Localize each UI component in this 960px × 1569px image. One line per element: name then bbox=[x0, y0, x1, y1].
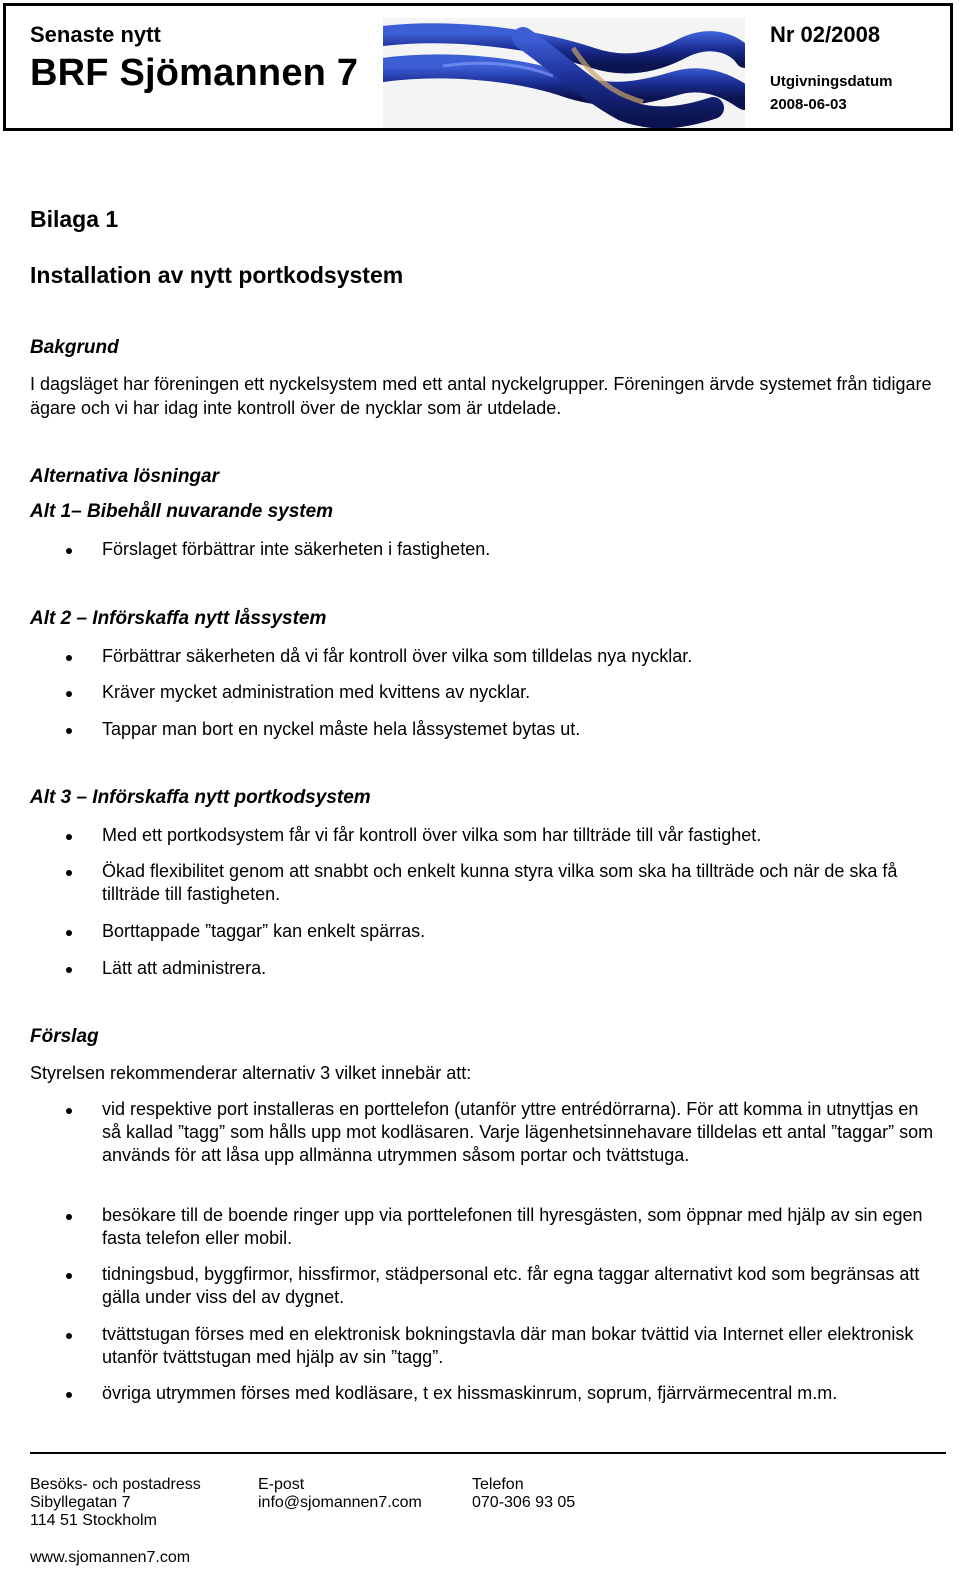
footer-email-label: E-post bbox=[258, 1476, 305, 1493]
proposal-item: övriga utrymmen förses med kodläsare, t ex hissmaskinrum, soprum, fjärrvärmecentral m.m. bbox=[102, 1383, 838, 1403]
alt2-item: Kräver mycket administration med kvittens av nycklar. bbox=[102, 682, 531, 702]
alt3-item: Borttappade ”taggar” kan enkelt spärras. bbox=[102, 921, 426, 941]
issue-date: 2008-06-03 bbox=[770, 96, 847, 113]
alt3-heading: Alt 3 – Införskaffa nytt portkodsystem bbox=[30, 787, 371, 808]
alt1-heading: Alt 1– Bibehåll nuvarande system bbox=[30, 501, 334, 522]
bullet-dot bbox=[66, 930, 72, 936]
newsletter-title: BRF Sjömannen 7 bbox=[30, 52, 359, 94]
alternatives-heading: Alternativa lösningar bbox=[30, 466, 219, 487]
footer-phone-label: Telefon bbox=[472, 1476, 524, 1493]
bullet-dot bbox=[66, 728, 72, 734]
proposal-item: vid respektive port installeras en porttelefon (utanför yttre entrédörrarna). För att komma in utnyttjas en så kallad ”tagg” som hålls upp mot kodläsaren. Varje lägenhetsinnehavare tilldelas ett antal ”taggar” som används för att låsa upp allmänna utrymmen såsom portar och tvättstuga. bbox=[102, 1099, 934, 1165]
document-heading: Installation av nytt portkodsystem bbox=[30, 262, 404, 288]
footer-email-link[interactable]: info@sjomannen7.com bbox=[258, 1494, 422, 1511]
bullet-dot bbox=[66, 1333, 72, 1339]
footer-address-line2: 114 51 Stockholm bbox=[30, 1512, 157, 1529]
rope-knot-image bbox=[383, 18, 745, 128]
proposal-item: besökare till de boende ringer upp via porttelefonen till hyresgästen, som öppnar med hjälp av sin egen fasta telefon eller mobil. bbox=[102, 1205, 923, 1248]
issue-number: Nr 02/2008 bbox=[770, 22, 881, 47]
issue-date-label: Utgivningsdatum bbox=[770, 73, 893, 90]
background-heading: Bakgrund bbox=[30, 337, 119, 358]
alt3-item: Med ett portkodsystem får vi får kontroll över vilka som har tillträde till vår fastighet. bbox=[102, 825, 762, 845]
bullet-dot bbox=[66, 834, 72, 840]
appendix-heading: Bilaga 1 bbox=[30, 206, 119, 232]
bullet-dot bbox=[66, 655, 72, 661]
bullet-dot bbox=[66, 548, 72, 554]
bullet-dot bbox=[66, 870, 72, 876]
footer-phone: 070-306 93 05 bbox=[472, 1494, 576, 1511]
alt3-item: Ökad flexibilitet genom att snabbt och enkelt kunna styra vilka som ska ha tillträde och när de ska få tillträde till fastigheten. bbox=[102, 861, 898, 904]
alt2-heading: Alt 2 – Införskaffa nytt låssystem bbox=[30, 608, 327, 629]
bullet-dot bbox=[66, 1108, 72, 1114]
bullet-dot bbox=[66, 1273, 72, 1279]
bullet-dot bbox=[66, 1214, 72, 1220]
background-paragraph: I dagsläget har föreningen ett nyckelsystem med ett antal nyckelgrupper. Föreningen ärvde systemet från tidigare ägare och vi har idag inte kontroll över de nycklar som är utdelade. bbox=[30, 374, 932, 418]
bullet-dot bbox=[66, 1392, 72, 1398]
bullet-dot bbox=[66, 967, 72, 973]
footer-website-link[interactable]: www.sjomannen7.com bbox=[30, 1549, 191, 1566]
bullet-dot bbox=[66, 691, 72, 697]
alt2-item: Förbättrar säkerheten då vi får kontroll över vilka som tilldelas nya nycklar. bbox=[102, 646, 693, 666]
proposal-intro: Styrelsen rekommenderar alternativ 3 vilket innebär att: bbox=[30, 1063, 472, 1083]
footer-divider bbox=[30, 1452, 946, 1454]
alt3-item: Lätt att administrera. bbox=[102, 958, 267, 978]
proposal-heading: Förslag bbox=[30, 1026, 99, 1047]
alt2-item: Tappar man bort en nyckel måste hela låssystemet bytas ut. bbox=[102, 719, 581, 739]
footer-address-line1: Sibyllegatan 7 bbox=[30, 1494, 131, 1511]
newsletter-subtitle: Senaste nytt bbox=[30, 22, 161, 47]
proposal-item: tidningsbud, byggfirmor, hissfirmor, städpersonal etc. får egna taggar alternativt kod som begränsas att gälla under viss del av dygnet. bbox=[102, 1264, 920, 1307]
proposal-item: tvättstugan förses med en elektronisk bokningstavla där man bokar tvättid via Internet eller elektronisk utanför tvättstugan med hjälp av sin ”tagg”. bbox=[102, 1324, 914, 1367]
footer-address-label: Besöks- och postadress bbox=[30, 1476, 201, 1493]
alt1-item: Förslaget förbättrar inte säkerheten i fastigheten. bbox=[102, 539, 491, 559]
